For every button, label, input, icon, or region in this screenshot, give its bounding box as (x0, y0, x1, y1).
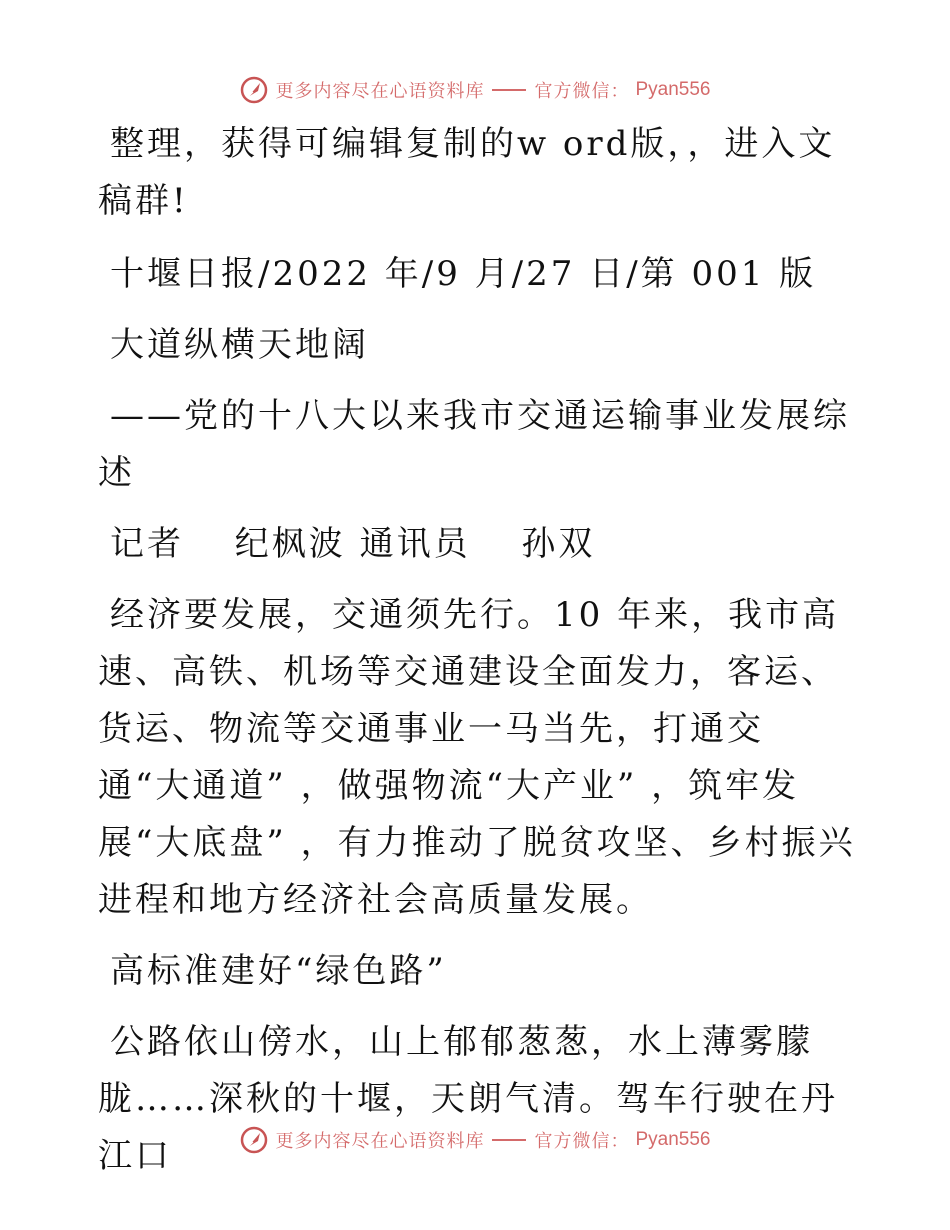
watermark-wechat-label: 官方微信： (534, 1131, 630, 1152)
document-body (98, 116, 858, 1185)
section-heading-1: 高标准建好“绿色路” (110, 951, 447, 991)
watermark-separator (492, 89, 526, 91)
dateline: 十堰日报/2022 年/9 月/27 日/第 001 版 (110, 254, 817, 294)
byline: 记者 纪枫波 通讯员 孙双 (110, 524, 596, 564)
watermark-site-text: 更多内容尽在心语资料库 (275, 1131, 485, 1152)
paragraph-2: 公路依山傍水，山上郁郁葱葱，水上薄雾朦胧……深秋的十堰，天朗气清。驾车行驶在丹江口 (98, 1022, 838, 1176)
watermark-separator (492, 1139, 526, 1141)
watermark-wechat-id: Pyan556 (635, 79, 711, 100)
paragraph-1: 经济要发展，交通须先行。10 年来，我市高速、高铁、机场等交通建设全面发力，客运、货运、物流等交通事业一马当先，打通交通“大通道” ，做强物流“大产业” ，筑牢发展“大底盘” ，有力推动了脱贫攻坚、乡村振兴进程和地方经济社会高质量发展。 (98, 595, 856, 920)
watermark-site-text: 更多内容尽在心语资料库 (275, 81, 485, 102)
intro-text: 整理，获得可编辑复制的w ord版，，进入文稿群! (98, 124, 836, 221)
watermark-wechat-label: 官方微信： (534, 81, 630, 102)
footer-watermark (0, 1122, 950, 1158)
quill-logo-icon (239, 75, 269, 105)
watermark-wechat-id: Pyan556 (635, 1129, 711, 1150)
quill-logo-icon (239, 1125, 269, 1155)
article-title: 大道纵横天地阔 (110, 325, 369, 365)
article-subtitle: ——党的十八大以来我市交通运输事业发展综述 (98, 396, 850, 493)
header-watermark (0, 72, 950, 108)
